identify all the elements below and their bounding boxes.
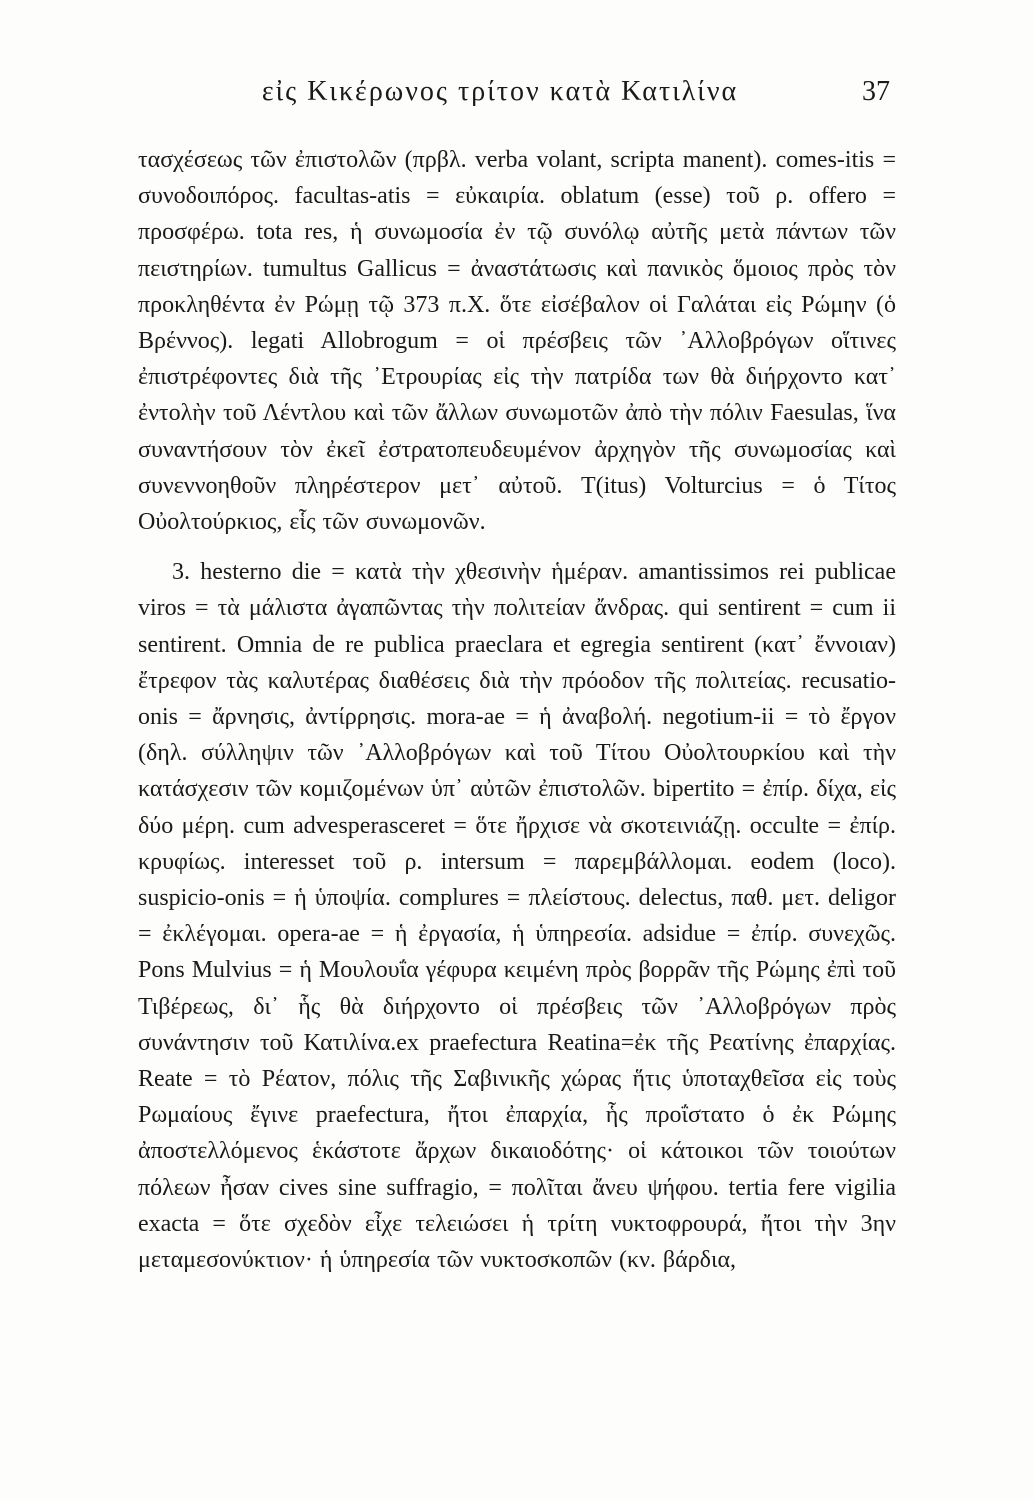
- paragraph-notes-continued: τασχέσεως τῶν ἐπιστολῶν (πρβλ. verba volant, scripta manent). comes-itis = συνοδοιπόρος. facultas-atis = εὐκαιρία. oblatum (esse) τοῦ ρ. offero = προσφέρω. tota res, ἡ συνωμοσία ἐν τῷ συνόλῳ αὐτῆς μετὰ πάντων τῶν πειστηρίων. tumultus Gallicus = ἀναστάτωσις καὶ πανικὸς ὅμοιος πρὸς τὸν προκληθέντα ἐν Ρώμῃ τῷ 373 π.Χ. ὅτε εἰσέβαλον οἱ Γαλάται εἰς Ρώμην (ὁ Βρέννος). legati Allobrogum = οἱ πρέσβεις τῶν ᾿Αλλοβρόγων οἵτινες ἐπιστρέφοντες διὰ τῆς ᾿Ετρουρίας εἰς τὴν πατρίδα των θὰ διήρχοντο κατ᾿ ἐντολὴν τοῦ Λέντλου καὶ τῶν ἄλλων συνωμοτῶν ἀπὸ τὴν πόλιν Faesulas, ἵνα συναντήσουν τὸν ἐκεῖ ἐστρατοπευδευμένον ἀρχηγὸν τῆς συνωμοσίας καὶ συνεννοηθοῦν πληρέστερον μετ᾿ αὐτοῦ. T(itus) Volturcius = ὁ Τίτος Οὐολτούρκιος, εἷς τῶν συνωμονῶν.: [138, 147, 896, 536]
- running-header: [140, 76, 890, 120]
- body-text: [138, 142, 896, 1278]
- paragraph-section-3: 3. hesterno die = κατὰ τὴν χθεσινὴν ἡμέραν. amantissimos rei publicae viros = τὰ μάλιστα ἀγαπῶντας τὴν πολιτείαν ἄνδρας. qui sentirent = cum ii sentirent. Omnia de re publica praeclara et egregia sentirent (κατ᾿ ἔννοιαν) ἔτρεφον τὰς καλυτέρας διαθέσεις διὰ τὴν πρόοδον τῆς πολιτείας. recusatio-onis = ἄρνησις, ἀντίρρησις. mora-ae = ἡ ἀναβολή. negotium-ii = τὸ ἔργον (δηλ. σύλληψιν τῶν ᾿Αλλοβρόγων καὶ τοῦ Τίτου Οὐολτουρκίου καὶ τὴν κατάσχεσιν τῶν κομιζομένων ὑπ᾿ αὐτῶν ἐπιστολῶν. bipertito = ἐπίρ. δίχα, εἰς δύο μέρη. cum advesperasceret = ὅτε ἤρχισε νὰ σκοτεινιάζῃ. occulte = ἐπίρ. κρυφίως. interesset τοῦ ρ. intersum = παρεμβάλλομαι. eodem (loco). suspicio-onis = ἡ ὑποψία. complures = πλείστους. delectus, παθ. μετ. deligor = ἐκλέγομαι. opera-ae = ἡ ἐργασία, ἡ ὑπηρεσία. adsidue = ἐπίρ. συνεχῶς. Pons Mulvius = ἡ Μουλουΐα γέφυρα κειμένη πρὸς βορρᾶν τῆς Ρώμης ἐπὶ τοῦ Τιβέρεως, δι᾿ ἧς θὰ διήρχοντο οἱ πρέσβεις τῶν ᾿Αλλοβρόγων πρὸς συνάντησιν τοῦ Κατιλίνα.ex praefectura Reatina=ἐκ τῆς Ρεατίνης ἐπαρχίας. Reate = τὸ Ρέατον, πόλις τῆς Σαβινικῆς χώρας ἥτις ὑποταχθεῖσα εἰς τοὺς Ρωμαίους ἔγινε praefectura, ἤτοι ἐπαρχία, ἧς προΐστατο ὁ ἐκ Ρώμης ἀποστελλόμενος ἑκάστοτε ἄρχων δικαιοδότης· οἱ κάτοικοι τῶν τοιούτων πόλεων ἦσαν cives sine suffragio, = πολῖται ἄνευ ψήφου. tertia fere vigilia exacta = ὅτε σχεδὸν εἶχε τελειώσει ἡ τρίτη νυκτοφρουρά, ἤτοι τὴν 3ην μεταμεσονύκτιον· ἡ ὑπηρεσία τῶν νυκτοσκοπῶν (κν. βάρδια,: [138, 559, 896, 1274]
- header-title: εἰς Κικέρωνος τρίτον κατὰ Κατιλίνα: [261, 76, 739, 107]
- page-number: 37: [862, 76, 890, 107]
